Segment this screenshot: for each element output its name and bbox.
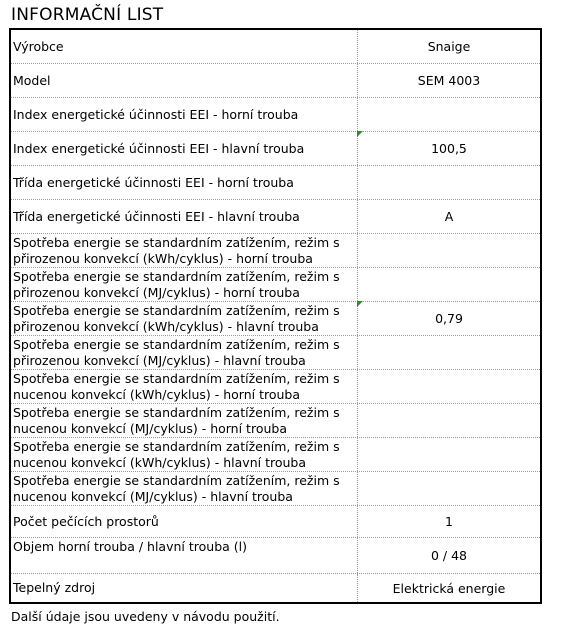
row-label: Spotřeba energie se standardním zatížením, režim s nucenou konvekcí (kWh/cyklus) - hlavní trouba: [11, 438, 358, 471]
row-value: Elektrická energie: [392, 580, 506, 596]
table-row: [11, 200, 540, 234]
page-title: INFORMAČNÍ LIST: [11, 5, 164, 25]
table-row: [11, 30, 540, 64]
table-row: [11, 404, 540, 438]
row-label: Výrobce: [11, 30, 358, 63]
row-value: [358, 166, 540, 199]
table-row: [11, 574, 540, 602]
table-row: [11, 64, 540, 98]
row-label: Objem horní trouba / hlavní trouba (l): [11, 538, 358, 573]
table-row: [11, 538, 540, 574]
row-label: Index energetické účinnosti EEI - hlavní trouba: [11, 132, 358, 165]
table-row: [11, 302, 540, 336]
table-row: [11, 234, 540, 268]
row-label: Spotřeba energie se standardním zatížením, režim s přirozenou konvekcí (MJ/cyklus) - horní trouba: [11, 268, 358, 301]
table-row: [11, 506, 540, 538]
table-row: [11, 472, 540, 506]
row-value: [358, 234, 540, 267]
row-label: Spotřeba energie se standardním zatížením, režim s přirozenou konvekcí (kWh/cyklus) - horní trouba: [11, 234, 358, 267]
row-value: A: [444, 209, 454, 224]
row-label: Index energetické účinnosti EEI - horní trouba: [11, 98, 358, 131]
row-label: Spotřeba energie se standardním zatížením, režim s nucenou konvekcí (MJ/cyklus) - hlavní trouba: [11, 472, 358, 505]
row-label: Tepelný zdroj: [11, 574, 358, 602]
table-row: [11, 166, 540, 200]
table-row: [11, 336, 540, 370]
row-label: Spotřeba energie se standardním zatížením, režim s přirozenou konvekcí (kWh/cyklus) - hlavní trouba: [11, 302, 358, 335]
row-value: [358, 438, 540, 471]
row-value: [358, 370, 540, 403]
row-value: SEM 4003: [417, 73, 481, 88]
row-value: 100,5: [431, 141, 467, 156]
table-row: [11, 132, 540, 166]
row-value: 0 / 48: [430, 548, 468, 563]
row-value: 1: [445, 514, 453, 529]
table-row: [11, 268, 540, 302]
row-label: Model: [11, 64, 358, 97]
row-label: Spotřeba energie se standardním zatížením, režim s nucenou konvekcí (MJ/cyklus) - horní trouba: [11, 404, 358, 437]
row-label: Třída energetické účinnosti EEI - hlavní trouba: [11, 200, 358, 233]
row-value: Snaige: [427, 39, 471, 54]
row-label: Spotřeba energie se standardním zatížením, režim s nucenou konvekcí (kWh/cyklus) - horní trouba: [11, 370, 358, 403]
row-value: [358, 404, 540, 437]
row-value: 0,79: [435, 311, 463, 326]
row-label: Spotřeba energie se standardním zatížením, režim s přirozenou konvekcí (MJ/cyklus) - hlavní trouba: [11, 336, 358, 369]
row-value: [358, 336, 540, 369]
row-label: Třída energetické účinnosti EEI - horní trouba: [11, 166, 358, 199]
row-value: [358, 268, 540, 301]
info-table: [9, 28, 542, 604]
row-value: [358, 98, 540, 131]
table-row: [11, 98, 540, 132]
comment-marker-icon: [357, 131, 363, 137]
row-value: [358, 472, 540, 505]
table-row: [11, 370, 540, 404]
footer-note: Další údaje jsou uvedeny v návodu použití.: [11, 609, 280, 624]
row-label: Počet pečících prostorů: [11, 506, 358, 537]
comment-marker-icon: [357, 301, 363, 307]
table-row: [11, 438, 540, 472]
